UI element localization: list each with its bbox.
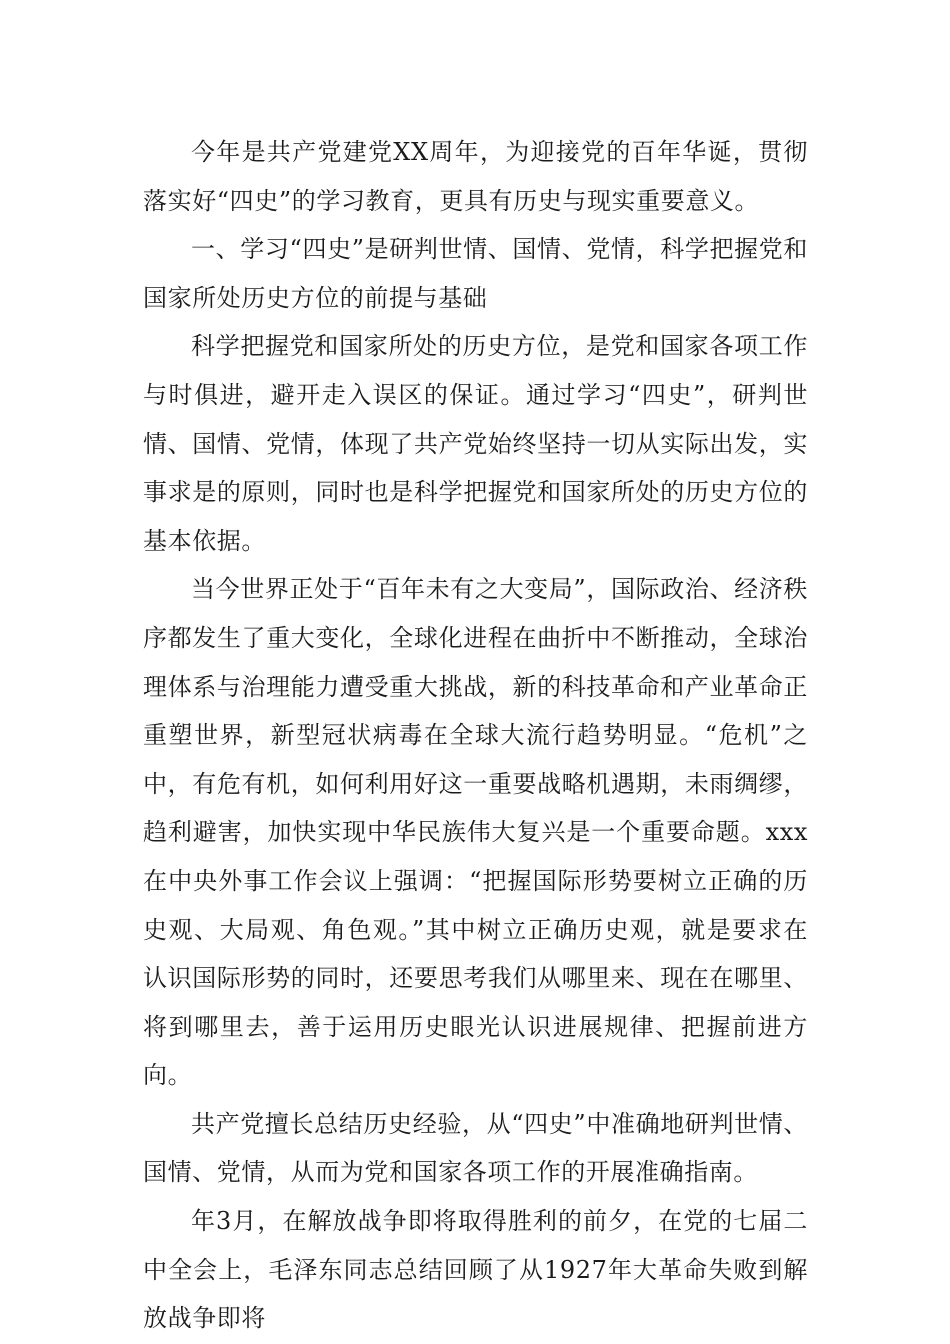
document-body <box>143 128 808 1343</box>
paragraph-world-situation: 当今世界正处于“百年未有之大变局”，国际政治、经济秩序都发生了重大变化，全球化进程在曲折中不断推动，全球治理体系与治理能力遭受重大挑战，新的科技革命和产业革命正重塑世界，新型冠状病毒在全球大流行趋势明显。“危机”之中，有危有机，如何利用好这一重要战略机遇期，未雨绸缪，趋利避害，加快实现中华民族伟大复兴是一个重要命题。xxx在中央外事工作会议上强调：“把握国际形势要树立正确的历史观、大局观、角色观。”其中树立正确历史观，就是要求在认识国际形势的同时，还要思考我们从哪里来、现在在哪里、将到哪里去，善于运用历史眼光认识进展规律、把握前进方向。 <box>143 575 808 1090</box>
paragraph-second-plenum: 年3月，在解放战争即将取得胜利的前夕，在党的七届二中全会上，毛泽东同志总结回顾了从1927年大革命失败到解放战争即将 <box>143 1207 808 1333</box>
paragraph-party-experience: 共产党擅长总结历史经验，从“四史”中准确地研判世情、国情、党情，从而为党和国家各项工作的开展准确指南。 <box>143 1109 808 1187</box>
paragraph-historical-position: 科学把握党和国家所处的历史方位，是党和国家各项工作与时俱进，避开走入误区的保证。通过学习“四史”，研判世情、国情、党情，体现了共产党始终坚持一切从实际出发，实事求是的原则，同时也是科学把握党和国家所处的历史方位的基本依据。 <box>143 332 808 555</box>
section-heading-1: 一、学习“四史”是研判世情、国情、党情，科学把握党和国家所处历史方位的前提与基础 <box>143 235 808 312</box>
paragraph-intro: 今年是共产党建党XX周年，为迎接党的百年华诞，贯彻落实好“四史”的学习教育，更具有历史与现实重要意义。 <box>143 138 808 215</box>
